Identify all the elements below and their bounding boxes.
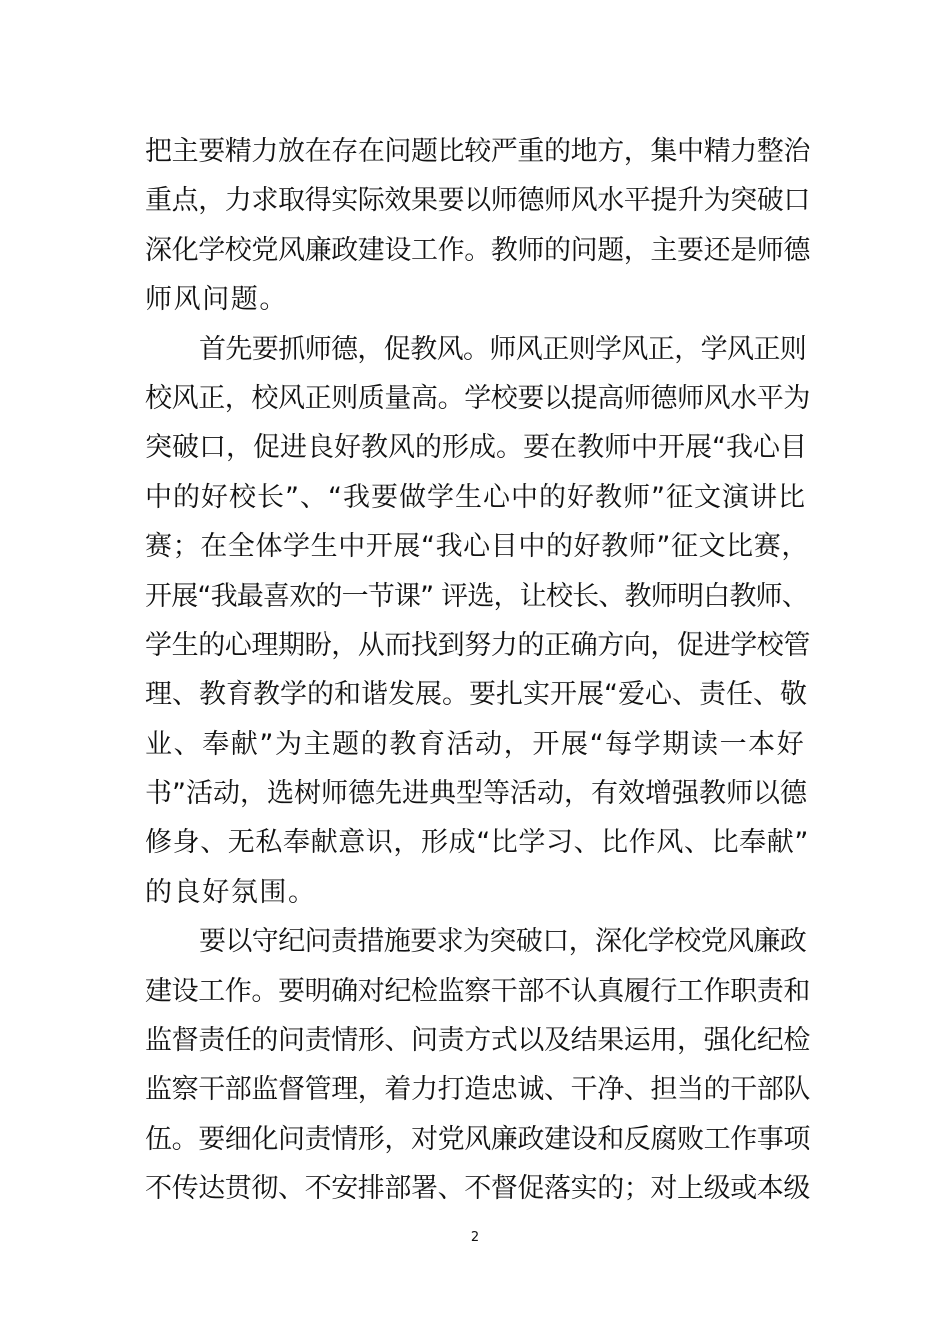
text-line: 的良好氛围。 bbox=[145, 876, 317, 908]
text-line: 书”活动，选树师德先进典型等活动，有效增强教师以德 bbox=[145, 778, 807, 810]
text-line: 赛；在全体学生中开展“我心目中的好教师”征文比赛， bbox=[145, 531, 809, 563]
text-line: 师风问题。 bbox=[145, 284, 288, 316]
text-line: 不传达贯彻、不安排部署、不督促落实的；对上级或本级 bbox=[145, 1173, 810, 1205]
text-line: 理、教育教学的和谐发展。要扎实开展“爱心、责任、敬 bbox=[145, 679, 807, 711]
paragraph-first-line: 首先要抓师德，促教风。师风正则学风正，学风正则 bbox=[199, 333, 807, 365]
text-line: 校风正，校风正则质量高。学校要以提高师德师风水平为 bbox=[145, 382, 810, 414]
text-line: 突破口，促进良好教风的形成。要在教师中开展“我心目 bbox=[145, 432, 807, 464]
text-line: 把主要精力放在存在问题比较严重的地方，集中精力整治 bbox=[145, 136, 810, 167]
text-line: 修身、无私奉献意识，形成“比学习、比作风、比奉献” bbox=[145, 827, 809, 859]
text-line: 监察干部监督管理，着力打造忠诚、干净、担当的干部队 bbox=[145, 1074, 810, 1106]
text-line: 学生的心理期盼，从而找到努力的正确方向，促进学校管 bbox=[145, 629, 810, 661]
text-line: 开展“我最喜欢的一节课” 评选，让校长、教师明白教师、 bbox=[145, 580, 808, 612]
text-line: 深化学校党风廉政建设工作。教师的问题，主要还是师德 bbox=[145, 234, 810, 266]
text-line: 建设工作。要明确对纪检监察干部不认真履行工作职责和 bbox=[145, 975, 810, 1007]
body-text bbox=[145, 127, 810, 1214]
page-number: 2 bbox=[470, 1230, 480, 1245]
text-line: 重点，力求取得实际效果要以师德师风水平提升为突破口 bbox=[145, 185, 810, 217]
text-line: 中的好校长”、“我要做学生心中的好教师”征文演讲比 bbox=[145, 481, 806, 513]
text-line: 监督责任的问责情形、问责方式以及结果运用，强化纪检 bbox=[145, 1025, 810, 1057]
text-line: 业、奉献”为主题的教育活动，开展“每学期读一本好 bbox=[145, 728, 806, 760]
paragraph-first-line: 要以守纪问责措施要求为突破口，深化学校党风廉政 bbox=[199, 926, 807, 958]
text-line: 伍。要细化问责情形，对党风廉政建设和反腐败工作事项 bbox=[145, 1123, 810, 1155]
